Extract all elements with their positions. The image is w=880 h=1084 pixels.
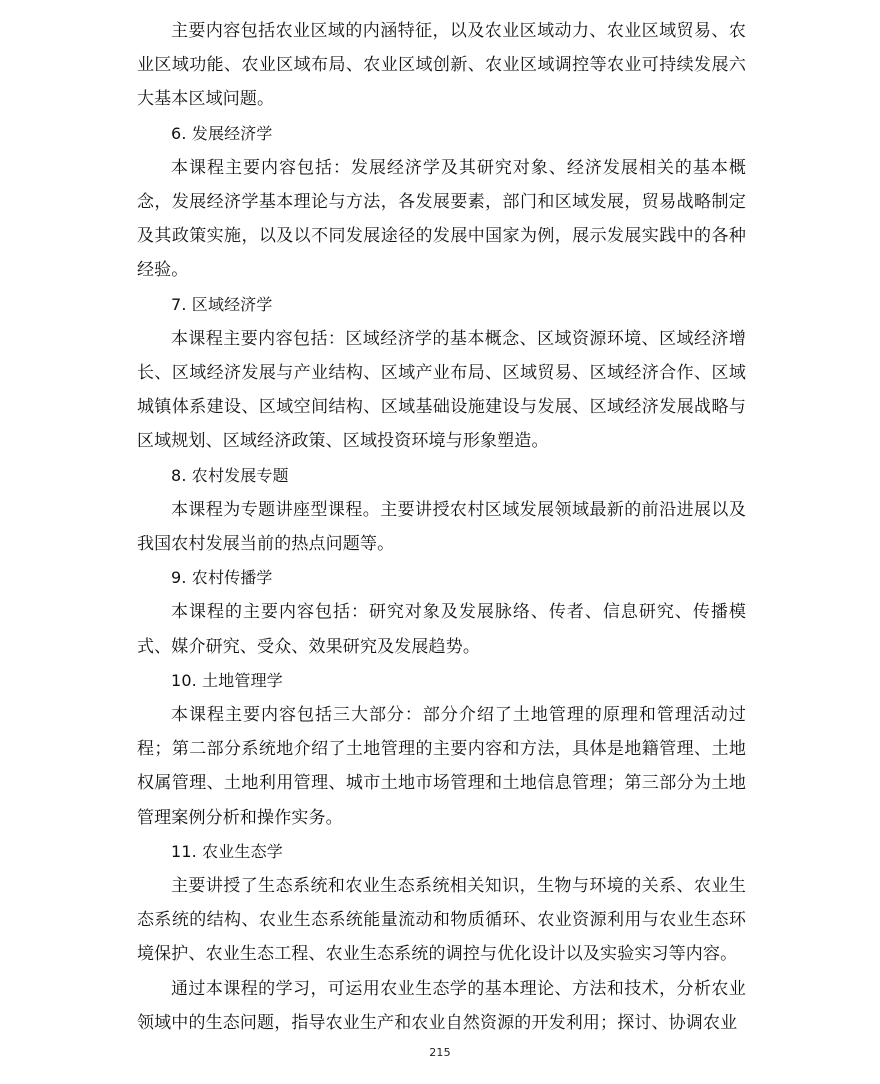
para-regional-economics: 本课程主要内容包括：区域经济学的基本概念、区域资源环境、区域经济增长、区域经济发展与产业结构、区域产业布局、区域贸易、区域经济合作、区域城镇体系建设、区域空间结构、区域基础设施建设与发展、区域经济发展战略与区域规划、区域经济政策、区域投资环境与形象塑造。 bbox=[137, 328, 746, 452]
para-agricultural-ecology: 主要讲授了生态系统和农业生态系统相关知识，生物与环境的关系、农业生态系统的结构、农业生态系统能量流动和物质循环、农业资源利用与农业生态环境保护、农业生态工程、农业生态系统的调控与优化设计以及实验实习等内容。 bbox=[137, 876, 746, 965]
para-rural-communication: 本课程的主要内容包括：研究对象及发展脉络、传者、信息研究、传播模式、媒介研究、受众、效果研究及发展趋势。 bbox=[137, 602, 746, 657]
para-land-management: 本课程主要内容包括三大部分：部分介绍了土地管理的原理和管理活动过程；第二部分系统地介绍了土地管理的主要内容和方法，具体是地籍管理、土地权属管理、土地利用管理、城市土地市场管理和土地信息管理；第三部分为土地管理案例分析和操作实务。 bbox=[137, 705, 746, 828]
para-development-economics: 本课程主要内容包括：发展经济学及其研究对象、经济发展相关的基本概念，发展经济学基本理论与方法，各发展要素，部门和区域发展，贸易战略制定及其政策实施，以及以不同发展途径的发展中国家为例，展示发展实践中的各种经验。 bbox=[137, 157, 746, 281]
heading-agricultural-ecology: 11. 农业生态学 bbox=[171, 841, 283, 861]
heading-regional-economics: 7. 区域经济学 bbox=[171, 294, 273, 314]
heading-rural-communication: 9. 农村传播学 bbox=[171, 568, 273, 588]
page-body bbox=[137, 14, 746, 1040]
heading-rural-development-topics: 8. 农村发展专题 bbox=[171, 465, 289, 485]
heading-development-economics: 6. 发展经济学 bbox=[171, 123, 273, 143]
page-number: 215 bbox=[429, 1046, 451, 1059]
para-regional-agriculture-content: 主要内容包括农业区域的内涵特征，以及农业区域动力、农业区域贸易、农业区域功能、农业区域布局、农业区域创新、农业区域调控等农业可持续发展六大基本区域问题。 bbox=[137, 21, 746, 110]
para-agricultural-ecology-goals: 通过本课程的学习，可运用农业生态学的基本理论、方法和技术，分析农业领域中的生态问题，指导农业生产和农业自然资源的开发利用；探讨、协调农业 bbox=[137, 978, 746, 1033]
heading-land-management: 10. 土地管理学 bbox=[171, 670, 283, 690]
para-rural-development-topics: 本课程为专题讲座型课程。主要讲授农村区域发展领域最新的前沿进展以及我国农村发展当前的热点问题等。 bbox=[137, 499, 746, 555]
